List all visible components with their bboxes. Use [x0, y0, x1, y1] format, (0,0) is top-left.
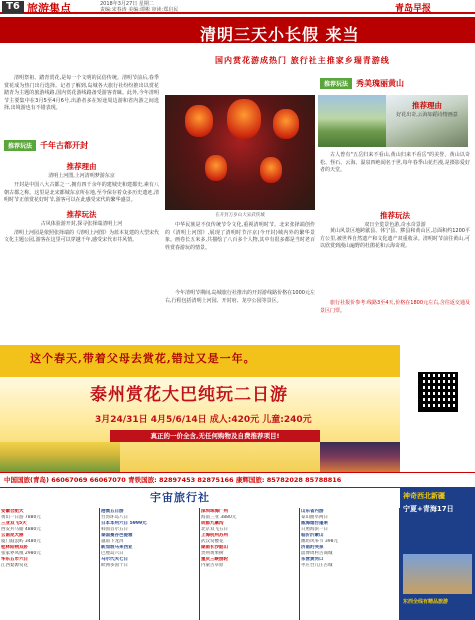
tour-ad-title: 泰州赏花大巴纯玩二日游: [90, 385, 288, 405]
agency-phones: 中国国旅(青岛) 66067069 66067070 青铁国旅: 82897453 82875166 康辉国旅: 85782028 85788816: [4, 476, 342, 484]
reason-subtitle: 清明上河图,上河清明梦游东京: [48, 173, 115, 179]
list-item[interactable]: 张家界凤凰 2980元: [1, 551, 41, 556]
editor-line: 责编:宋春涛 美编:谭彬 审读:郑启民: [100, 7, 179, 13]
lantern-1: [185, 105, 213, 137]
intro-paragraph: 清明祭祖、踏青赏花,是每一个文明的民俗传统。清明节前后,春季赏花成为热门出行选择。记者了解到,岛城各大旅行社纷纷推出以赏花踏青为主题的旅游线路,国内赏花游线路备受游客青睐。此外,今年清明节主要集中在3月5至4月6号,出游者多在短途周边游和省内游之间选择,出境游也有不错表现。: [4, 75, 159, 111]
section-huangshan-header: [320, 78, 470, 89]
listing-column-1: [0, 508, 100, 620]
list-item[interactable]: 山东省内游: [301, 509, 324, 514]
listing-column-3: [200, 508, 300, 620]
list-item[interactable]: 新加坡马来西亚: [101, 545, 133, 550]
date: 2018年3月27日 星期二: [100, 1, 154, 7]
list-item[interactable]: 桂林阳朔双卧: [1, 545, 28, 550]
list-item[interactable]: 上海杭州苏州: [201, 533, 228, 538]
play-heading: 推荐玩法: [66, 209, 97, 219]
list-item[interactable]: 贵州黄果树: [201, 551, 224, 556]
list-item[interactable]: 湖南长沙韶山: [201, 545, 228, 550]
dateline: [100, 1, 178, 13]
list-item[interactable]: 潍坊风筝节 398元: [301, 539, 339, 544]
reason-subtitle-2: 好花出奇,云海如蹈诗情画意: [396, 112, 458, 118]
list-item[interactable]: 韩国首尔五日: [101, 527, 128, 532]
list-item[interactable]: 厦门鼓浪屿 3480元: [1, 539, 41, 544]
headline: 清明三天小长假 来当: [200, 25, 360, 44]
subheadline: 国内赏花游成热门 旅行社主推家乡瑞青游线: [215, 56, 390, 65]
section-kaifeng: [4, 140, 159, 245]
huangshan-tip: 旅行社报价参考:线路3至4天,价格在1800元左右,含往返交通及景区门票。: [320, 300, 470, 314]
play-subtitle: 古风体验游开封,探寻张择端清明上河: [40, 220, 123, 227]
section-title-huangshan: 秀美瑰丽黄山: [356, 78, 405, 88]
list-item[interactable]: 安徽合肥大: [1, 509, 24, 514]
photo-caption: 在开封万岁山大宋武侠城: [215, 213, 265, 218]
mid-paragraph-2: 今年清明节期间,岛城旅行社推出的开封游线路价格在1000元左右,行程包括清明上河园、开封府、龙亭公园等景区。: [165, 290, 315, 304]
list-item[interactable]: 内蒙古草原: [201, 563, 224, 568]
huangshan-reason: [386, 100, 468, 118]
recommend-tag: 推荐玩法: [4, 140, 36, 151]
list-item[interactable]: 日本本州六日 5999元: [101, 521, 147, 526]
list-item[interactable]: 泰国曼谷芭提雅: [101, 533, 133, 538]
flower-field-image: [0, 442, 120, 472]
tour-ad-dates: 3月24/31日 4月5/6/14日 成人:420元 儿童:240元: [95, 415, 312, 425]
list-item[interactable]: 港澳五日游: [101, 509, 124, 514]
list-item[interactable]: 欧洲多国十日: [101, 563, 128, 568]
list-item[interactable]: 越南下龙湾: [101, 539, 124, 544]
section-name: 旅游: [27, 2, 49, 15]
section-title: [27, 0, 71, 16]
kaifeng-paragraph-2: 清明上河园是依照张择端的《清明上河图》为蓝本复建的大型宋代文化主题公园,游客在这里可以穿越千年,感受宋代市井风情。: [4, 229, 160, 243]
list-item[interactable]: 黄山一日游 7880元: [1, 515, 41, 520]
list-item[interactable]: 东营黄河口: [301, 557, 324, 562]
lantern-photo: [165, 95, 315, 210]
listing-column-4: [300, 508, 400, 620]
list-item[interactable]: 深圳珠海广州: [201, 509, 228, 514]
huangshan-paragraph-1: 古人曾有"五岳归来不看山,黄山归来不看岳"的美誉。黄山以奇松、怪石、云海、温泉四绝闻名于世,每年春季山花烂漫,是摄影爱好者的天堂。: [320, 152, 470, 173]
tour-ad-price-note: 真正的一价全含,无任何购物及自费推荐项目!: [110, 430, 320, 442]
side-promo: 东西全线有精品旅游: [403, 599, 449, 605]
list-item[interactable]: 三亚双飞5天: [1, 521, 27, 526]
list-item[interactable]: 临沂沂蒙山: [301, 533, 324, 538]
list-item[interactable]: 成都九寨沟: [201, 521, 224, 526]
recommend-tag-2: 推荐玩法: [320, 78, 352, 89]
agency-name: 宇宙旅行社: [150, 491, 210, 504]
list-item[interactable]: 北京双飞五日: [201, 527, 228, 532]
list-item[interactable]: 台湾环岛八日: [101, 515, 128, 520]
list-item[interactable]: 海南三亚 3880元: [201, 515, 237, 520]
reason-heading: 推荐理由: [66, 162, 97, 171]
lantern-2: [227, 99, 261, 139]
list-item[interactable]: 日照海滨一日: [301, 527, 328, 532]
night-city-image: [320, 442, 400, 472]
huangshan-play: [320, 210, 470, 228]
page-tag: T6: [2, 1, 24, 13]
mid-paragraph-1: 中华民族是不仅传统节令文化,重视清明时节。北宋张择端创作的《清明上河图》,展现了清明时节汴京(今开封)城内外的繁华景象。画卷长五米多,共描绘了八百多个人物,其中有很多都是当时老百姓赏春游玩的情景。: [165, 222, 315, 251]
kaifeng-paragraph-1: 开封是中国八大古都之一,拥有四千余年的建城史和建都史,素有八朝古都之称。这里是北宋都城东京所在地,至今保存着众多历史遗迹,清明时节正值赏花好时节,游客可以在此感受宋代的繁华盛景。: [4, 182, 159, 203]
list-item[interactable]: 马尔代夫七日: [101, 557, 128, 562]
tour-listings: [0, 508, 400, 620]
ad-slogan: 这个春天,带着父母去赏花,错过又是一年。: [30, 352, 256, 365]
newspaper-logo: 青岛早报: [395, 4, 432, 14]
list-item[interactable]: 华东五市六日: [1, 557, 28, 562]
list-item[interactable]: 威海烟台蓬莱: [301, 521, 328, 526]
list-item[interactable]: 西安兵马俑 4880元: [1, 527, 41, 532]
listing-column-2: [100, 508, 200, 620]
side-subtitle: 宁夏+青海17日: [403, 505, 454, 513]
list-item[interactable]: 济南趵突泉: [301, 545, 324, 550]
list-item[interactable]: 武汉赏樱花: [201, 539, 224, 544]
list-item[interactable]: 云南昆大丽: [1, 533, 24, 538]
side-title: 神奇西北新疆: [403, 492, 445, 500]
lantern-5: [260, 157, 282, 183]
list-item[interactable]: 枣庄台儿庄古城: [301, 563, 333, 568]
play-subtitle-2: 双日全览景色游,奇水奇景游: [364, 222, 426, 228]
qr-code-icon[interactable]: [418, 372, 458, 412]
reason-heading-2: 推荐理由: [412, 101, 442, 110]
garden-photo: [318, 95, 386, 147]
list-item[interactable]: 泰山曲阜两日: [301, 515, 328, 520]
huangshan-paragraph-2: 黄山风景区地跨歙县、休宁县、黟县和黄山区,总面积约1200平方公里,被世界自然遗产和文化遗产双重收录。清明时节前往黄山,可以欣赏到漫山遍野的杜鹃花和云海奇观。: [320, 228, 470, 249]
section-title-kaifeng: 千年古都开封: [40, 140, 89, 150]
list-item[interactable]: 淄博周村古商城: [301, 551, 333, 556]
side-photo: [403, 554, 472, 594]
list-item[interactable]: 巴厘岛六日: [101, 551, 124, 556]
section-accent: 集点: [49, 2, 71, 15]
lantern-4: [205, 155, 227, 181]
play-heading-2: 推荐玩法: [380, 211, 410, 220]
list-item[interactable]: 重庆三峡游轮: [201, 557, 228, 562]
list-item[interactable]: 江西婺源赏花: [1, 563, 28, 568]
lantern-3: [273, 109, 299, 139]
side-promo-box: [400, 488, 475, 620]
